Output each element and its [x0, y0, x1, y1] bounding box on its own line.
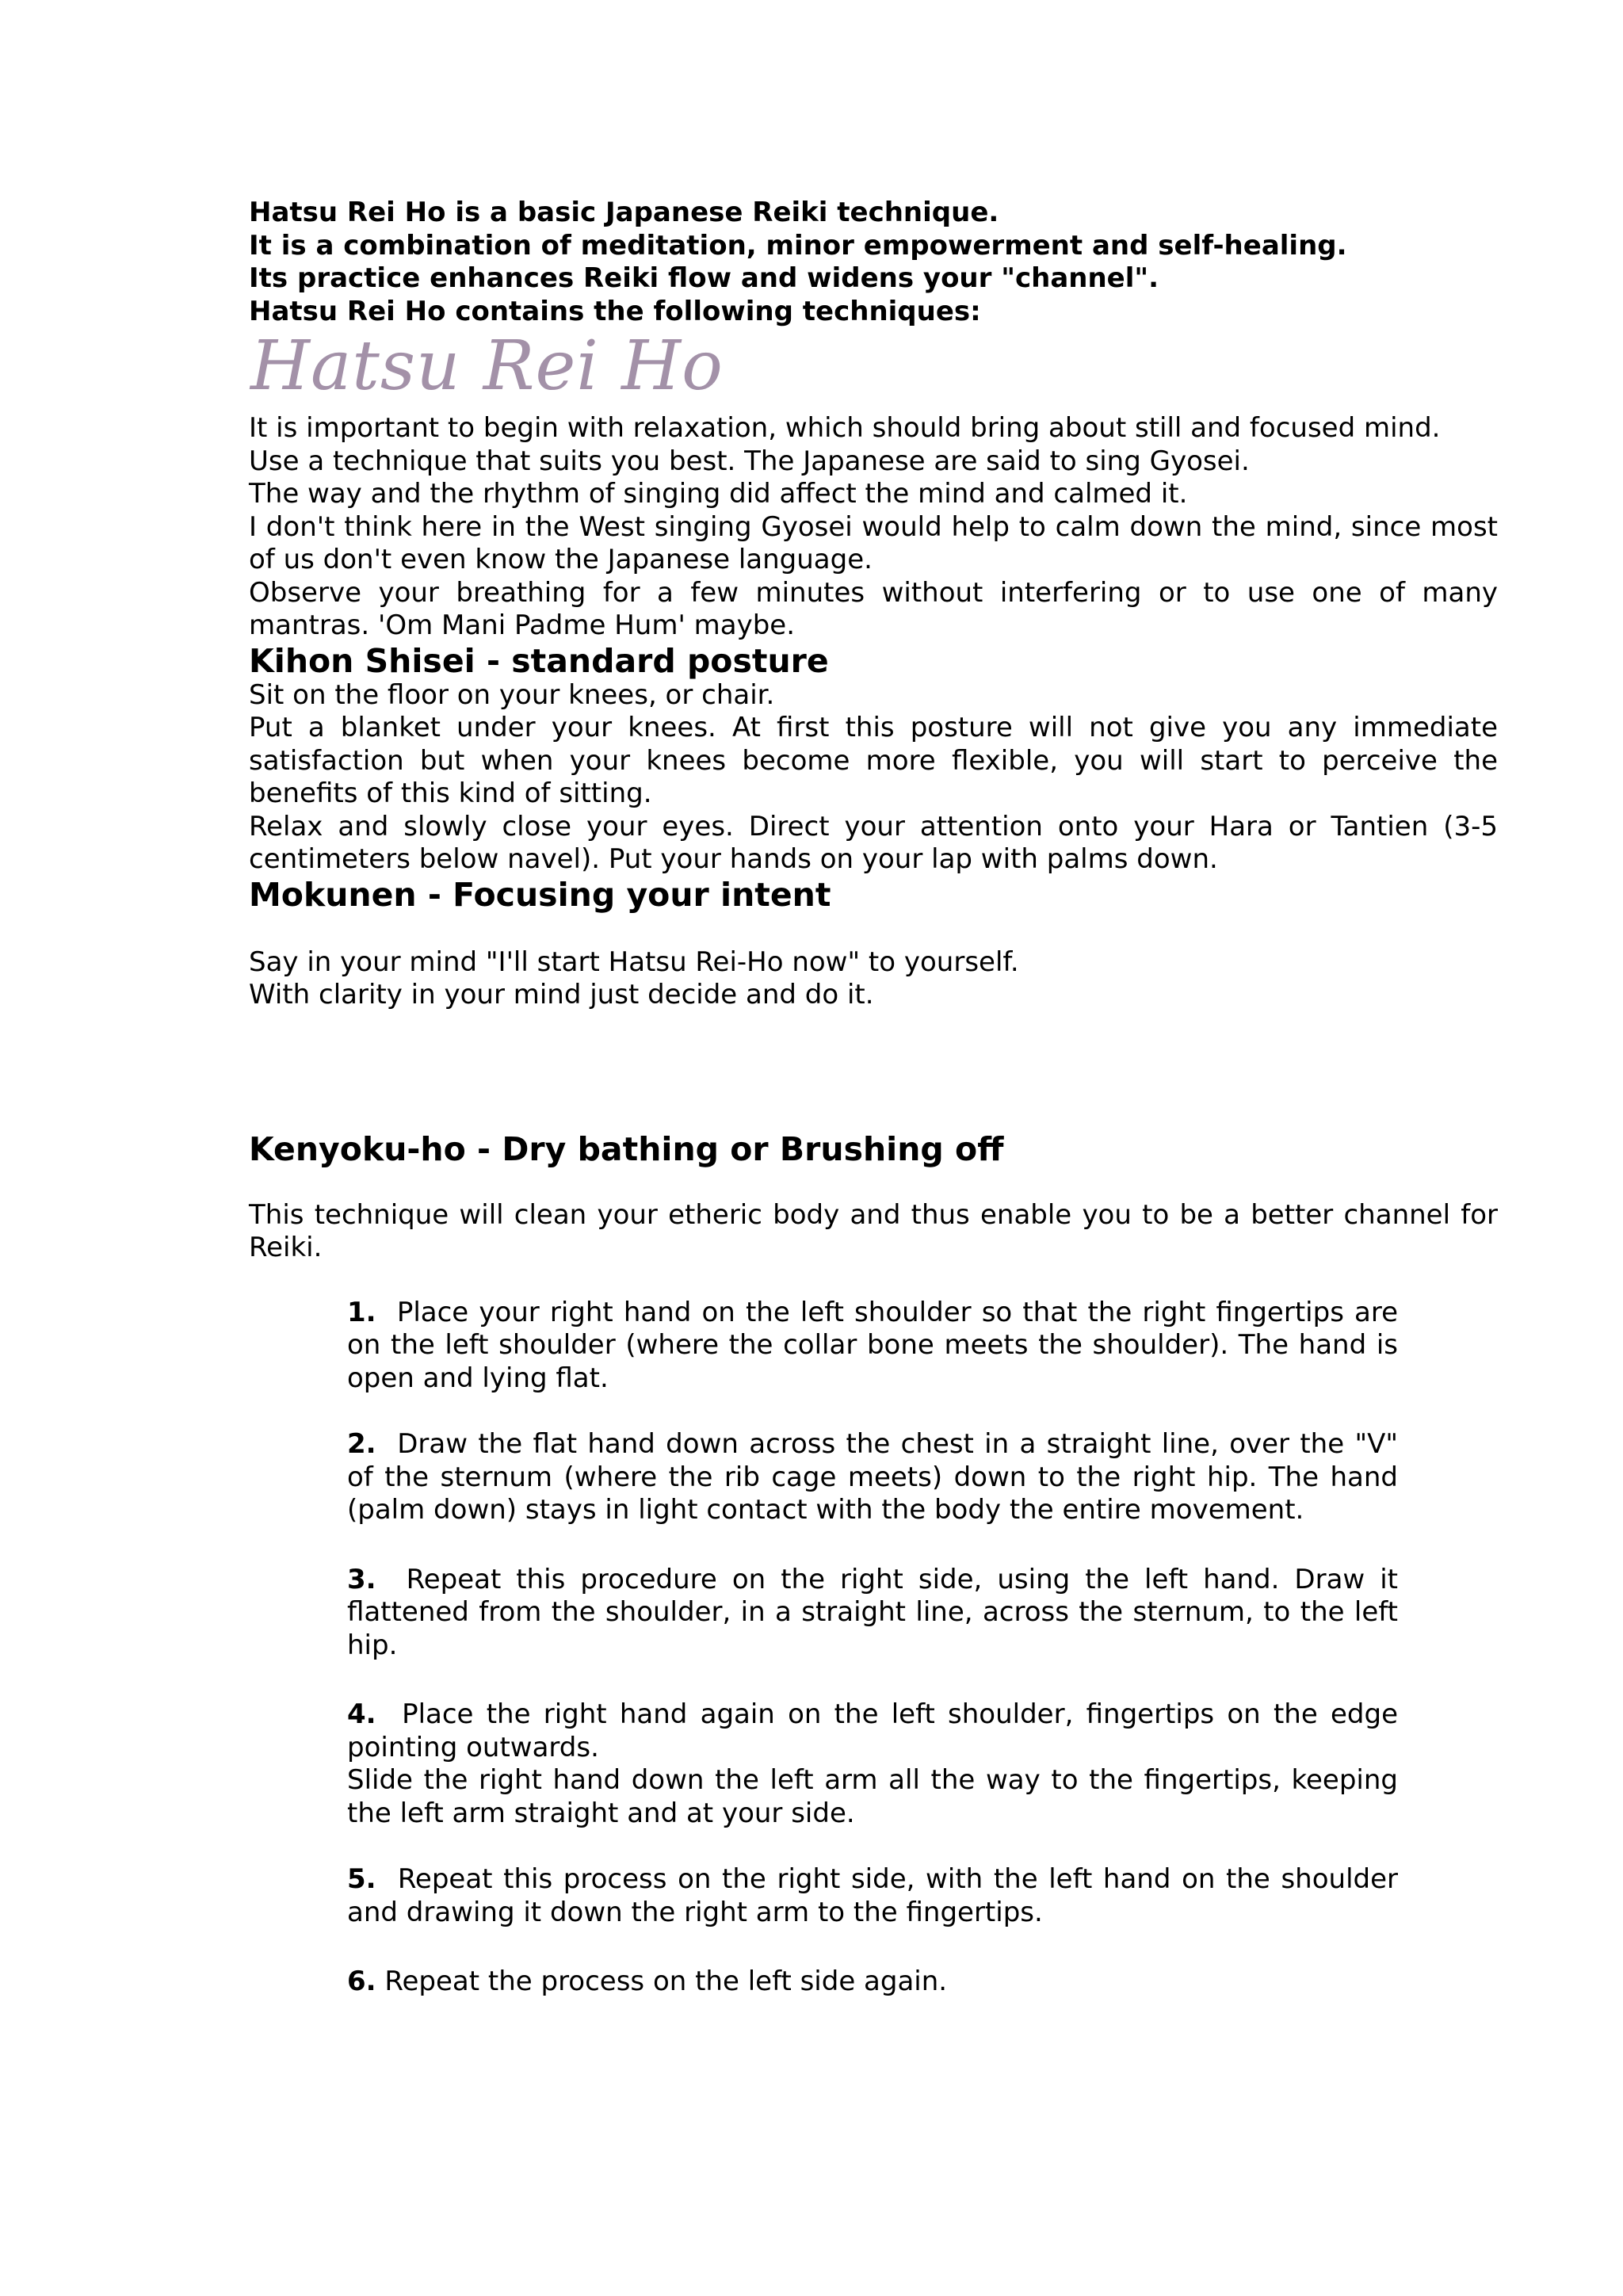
step-text: Place your right hand on the left shoulder so that the right fingertips are on the left shoulder (where the collar bone meets the shoulder). The hand is open and lying flat. [347, 1296, 1399, 1394]
step-text: Slide the right hand down the left arm all the way to the fingertips, keeping the left arm straight and at your side. [347, 1764, 1398, 1829]
step-item [347, 1863, 1398, 1929]
mokunen-section [249, 946, 1498, 1012]
intro-line: It is a combination of meditation, minor empowerment and self-healing. [249, 229, 1347, 262]
hatsu-rei-ho-logo [249, 327, 1498, 412]
paragraph-line: I don't think here in the West singing Gyosei would help to calm down the mind, since most of us don't even know the Japanese language. [249, 510, 1498, 575]
step-item [347, 1966, 1398, 1999]
paragraph-line: It is important to begin with relaxation, which should bring about still and focused mind. [249, 412, 1441, 444]
step-number: 4. [347, 1698, 376, 1730]
step-text: Repeat this procedure on the right side, using the left hand. Draw it flattened from the shoulder, in a straight line, across the sternum, to the left hip. [347, 1563, 1398, 1661]
paragraph-line: The way and the rhythm of singing did affect the mind and calmed it. [249, 478, 1188, 510]
mokunen-heading: Mokunen - Focusing your intent [249, 875, 831, 914]
step-item [347, 1564, 1398, 1663]
relaxation-section [249, 412, 1498, 643]
intro-line: Its practice enhances Reiki flow and widens your "channel". [249, 262, 1159, 294]
step-number: 3. [347, 1563, 376, 1595]
step-number: 6. [347, 1966, 376, 1997]
intro-line: Hatsu Rei Ho contains the following techniques: [249, 295, 981, 327]
paragraph-line: Use a technique that suits you best. The Japanese are said to sing Gyosei. [249, 445, 1250, 477]
paragraph-line: Observe your breathing for a few minutes without interfering or to use one of many mantras. 'Om Mani Padme Hum' maybe. [249, 576, 1498, 641]
step-item [347, 1698, 1398, 1830]
kihon-heading: Kihon Shisei - standard posture [249, 641, 829, 680]
step-item [347, 1428, 1398, 1527]
kihon-section [249, 679, 1498, 877]
step-number: 2. [347, 1428, 376, 1460]
kenyoku-steps [347, 1297, 1398, 1999]
step-number: 5. [347, 1863, 376, 1895]
intro-line: Hatsu Rei Ho is a basic Japanese Reiki technique. [249, 197, 999, 228]
step-number: 1. [347, 1296, 376, 1328]
step-text: Draw the flat hand down across the chest in a straight line, over the "V" of the sternum (where the rib cage meets) down to the right hip. The hand (palm down) stays in light contact with the body the entire movement. [347, 1428, 1398, 1526]
logo-text: Hatsu Rei Ho [250, 327, 724, 406]
paragraph-line: Sit on the floor on your knees, or chair. [249, 678, 775, 711]
paragraph-line: With clarity in your mind just decide and do it. [249, 979, 874, 1010]
kenyoku-intro: This technique will clean your etheric body and thus enable you to be a better channel for Reiki. [249, 1198, 1498, 1263]
step-text: Repeat this process on the right side, with the left hand on the shoulder and drawing it down the right arm to the fingertips. [347, 1863, 1398, 1928]
document-page [249, 197, 1498, 1999]
step-text: Place the right hand again on the left shoulder, fingertips on the edge pointing outwards. [347, 1698, 1398, 1763]
intro-block [249, 197, 1498, 328]
step-text: Repeat the process on the left side again. [384, 1966, 948, 1997]
paragraph-line: Say in your mind "I'll start Hatsu Rei-Ho now" to yourself. [249, 946, 1019, 978]
step-item [347, 1297, 1398, 1396]
paragraph-line: Put a blanket under your knees. At first this posture will not give you any immediate satisfaction but when your knees become more flexible, you will start to perceive the benefits of this kind of sitting. [249, 712, 1498, 809]
kenyoku-heading: Kenyoku-ho - Dry bathing or Brushing off [249, 1129, 1004, 1168]
paragraph-line: Relax and slowly close your eyes. Direct your attention onto your Hara or Tantien (3-5 centimeters below navel). Put your hands on your lap with palms down. [249, 810, 1498, 875]
